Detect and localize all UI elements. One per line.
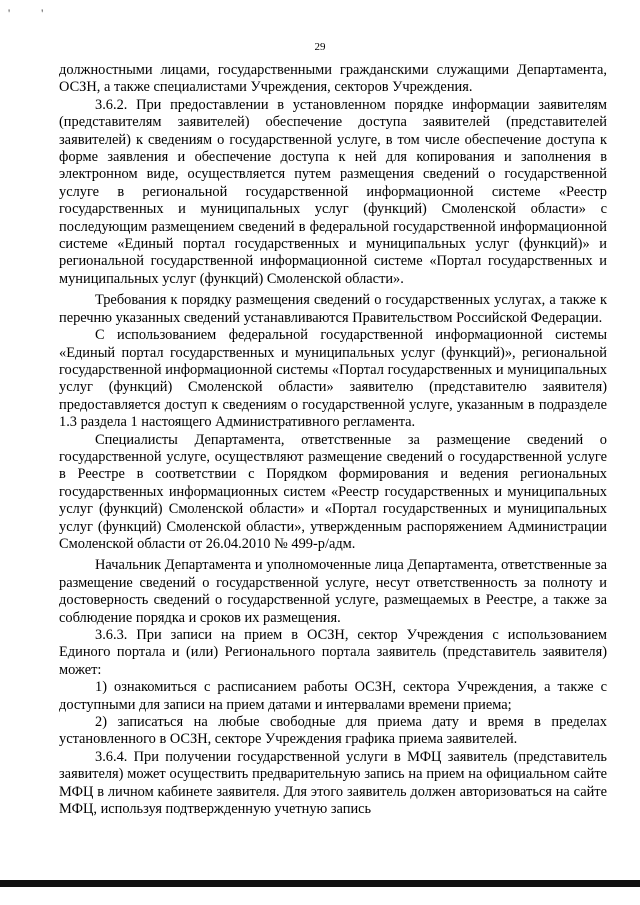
paragraph-department-specialists: Специалисты Департамента, ответственные за размещение сведений о государственной услуге, осуществляют размещение сведений о государственной услуге в Реестре в соответствии с Порядком формирования и ведения региональных государственных информационных систем «Реестр государственных и муниципальных услуг (функций) Смоленской области» и «Портал государственных и муниципальных услуг (функций) Смоленской области», утвержденным распоряжением Администрации Смоленской области от 26.04.2010 № 499-р/адм. <box>59 431 607 552</box>
scan-bottom-edge <box>0 880 640 887</box>
list-item-2: 2) записаться на любые свободные для приема дату и время в пределах установленного в ОСЗН, секторе Учреждения графика приема заявителей. <box>59 714 607 748</box>
paragraph-head-responsibility: Начальник Департамента и уполномоченные лица Департамента, ответственные за размещение сведений о государственной услуге, несут ответственность за полноту и достоверность сведений о государственной услуге, размещаемых в Реестре, а также за соблюдение порядка и сроков их размещения. <box>59 557 607 626</box>
page-number: 29 <box>314 41 326 53</box>
paragraph-3-6-3: 3.6.3. При записи на прием в ОСЗН, сектор Учреждения с использованием Единого портала и (или) Регионального портала заявитель (представитель заявителя) может: <box>59 627 607 678</box>
scan-marks: ' ' <box>8 6 58 20</box>
document-body <box>59 62 607 818</box>
paragraph-continuation: должностными лицами, государственными гражданскими служащими Департамента, ОСЗН, а также специалистами Учреждения, секторов Учреждения. <box>59 62 607 96</box>
paragraph-federal-system-access: С использованием федеральной государственной информационной системы «Единый портал государственных и муниципальных услуг (функций)», региональной государственной информационной системы «Портал государственных и муниципальных услуг (функций) Смоленской области» заявителю (представителю заявителя) предоставляется доступ к сведениям о государственной услуге, указанным в подразделе 1.3 раздела 1 настоящего Административного регламента. <box>59 327 607 431</box>
list-item-1: 1) ознакомиться с расписанием работы ОСЗН, сектора Учреждения, а также с доступными для записи на прием датами и интервалами времени приема; <box>59 679 607 713</box>
paragraph-requirements: Требования к порядку размещения сведений о государственных услугах, а также к перечню указанных сведений устанавливаются Правительством Российской Федерации. <box>59 292 607 326</box>
paragraph-3-6-2: 3.6.2. При предоставлении в установленном порядке информации заявителям (представителям заявителей) обеспечение доступа заявителей (представителей заявителей) к сведениям о государственной услуге, в том числе обеспечение доступа к форме заявления и обеспечение доступа к ней для копирования и заполнения в электронном виде, осуществляется путем размещения сведений о государственной услуге в региональной государственной информационной системе «Реестр государственных и муниципальных услуг (функций) Смоленской области» с последующим размещением сведений в федеральной государственной информационной системе «Единый портал государственных и муниципальных услуг (функций)» и региональной государственной информационной системе «Портал государственных и муниципальных услуг (функций) Смоленской области». <box>59 96 607 287</box>
paragraph-3-6-4: 3.6.4. При получении государственной услуги в МФЦ заявитель (представитель заявителя) может осуществить предварительную запись на прием на официальном сайте МФЦ в личном кабинете заявителя. Для этого заявитель должен авторизоваться на сайте МФЦ, используя подтвержденную учетную запись <box>59 748 607 818</box>
